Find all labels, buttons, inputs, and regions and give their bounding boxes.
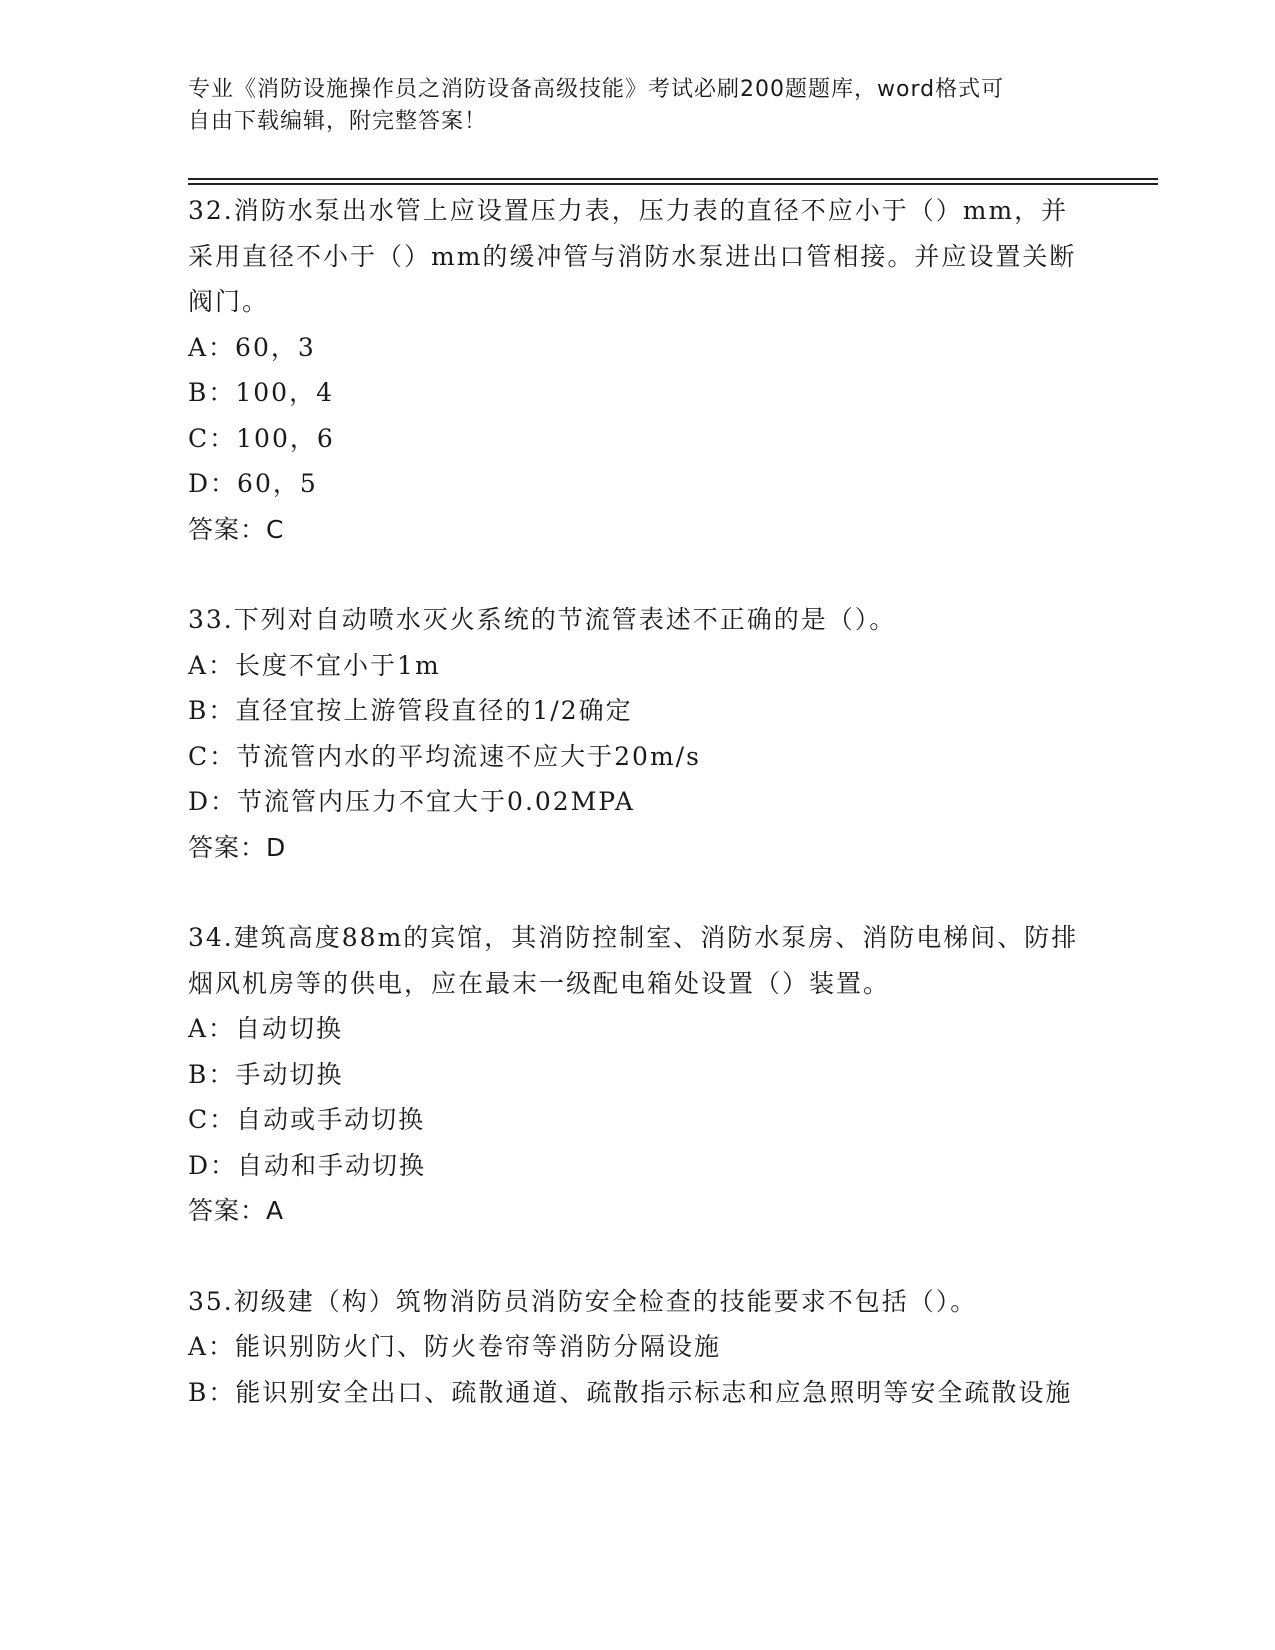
option-a: A：能识别防火门、防火卷帘等消防分隔设施: [188, 1332, 722, 1361]
question-list: [188, 188, 1088, 1460]
answer-label: 答案：C: [188, 514, 285, 544]
question-32: [188, 188, 1088, 552]
question-text: [188, 915, 1088, 1006]
option-d: D：节流管内压力不宜大于0.02MPA: [188, 787, 635, 816]
document-header: [188, 74, 1088, 138]
option-a: A：自动切换: [188, 1014, 344, 1043]
question-number: 33.: [188, 605, 234, 634]
option-c: C：100，6: [188, 423, 335, 453]
header-line-2: 自由下载编辑，附完整答案！: [188, 109, 488, 134]
answer-label: 答案：A: [188, 1196, 285, 1225]
option-d: D：60，5: [188, 469, 318, 498]
question-text: [188, 188, 1088, 325]
question-35: [188, 1279, 1088, 1416]
question-number: 32.: [188, 196, 234, 225]
question-34: [188, 915, 1088, 1234]
option-a: A：60，3: [188, 332, 316, 362]
question-text: [188, 597, 1088, 643]
option-c: C：节流管内水的平均流速不应大于20m/s: [188, 741, 701, 771]
option-b: B：直径宜按上游管段直径的1/2确定: [188, 696, 633, 725]
option-c: C：自动或手动切换: [188, 1105, 426, 1134]
question-stem: 初级建（构）筑物消防员消防安全检查的技能要求不包括（）。: [233, 1286, 978, 1316]
question-stem: 建筑高度88m的宾馆，其消防控制室、消防水泵房、消防电梯间、防排烟风机房等的供电，应在最末一级配电箱处设置（）装置。: [188, 923, 1079, 998]
header-divider-bottom: [188, 183, 1158, 185]
option-b: B：手动切换: [188, 1059, 344, 1089]
option-b: B：100，4: [188, 378, 334, 407]
option-d: D：自动和手动切换: [188, 1150, 427, 1180]
header-line-1: 专业《消防设施操作员之消防设备高级技能》考试必刷200题题库，word格式可: [188, 77, 1005, 102]
header-divider-top: [188, 178, 1158, 180]
question-number: 34.: [188, 923, 234, 952]
question-number: 35.: [188, 1286, 234, 1316]
question-stem: 消防水泵出水管上应设置压力表，压力表的直径不应小于（）mm，并采用直径不小于（）mm的缓冲管与消防水泵进出口管相接。并应设置关断阀门。: [188, 196, 1077, 316]
question-stem: 下列对自动喷水灭火系统的节流管表述不正确的是（）。: [233, 605, 897, 634]
question-33: [188, 597, 1088, 870]
answer-label: 答案：D: [188, 832, 287, 862]
option-a: A：长度不宜小于1m: [188, 650, 441, 680]
question-text: [188, 1279, 1088, 1325]
option-b: B：能识别安全出口、疏散通道、疏散指示标志和应急照明等安全疏散设施: [188, 1377, 1073, 1407]
